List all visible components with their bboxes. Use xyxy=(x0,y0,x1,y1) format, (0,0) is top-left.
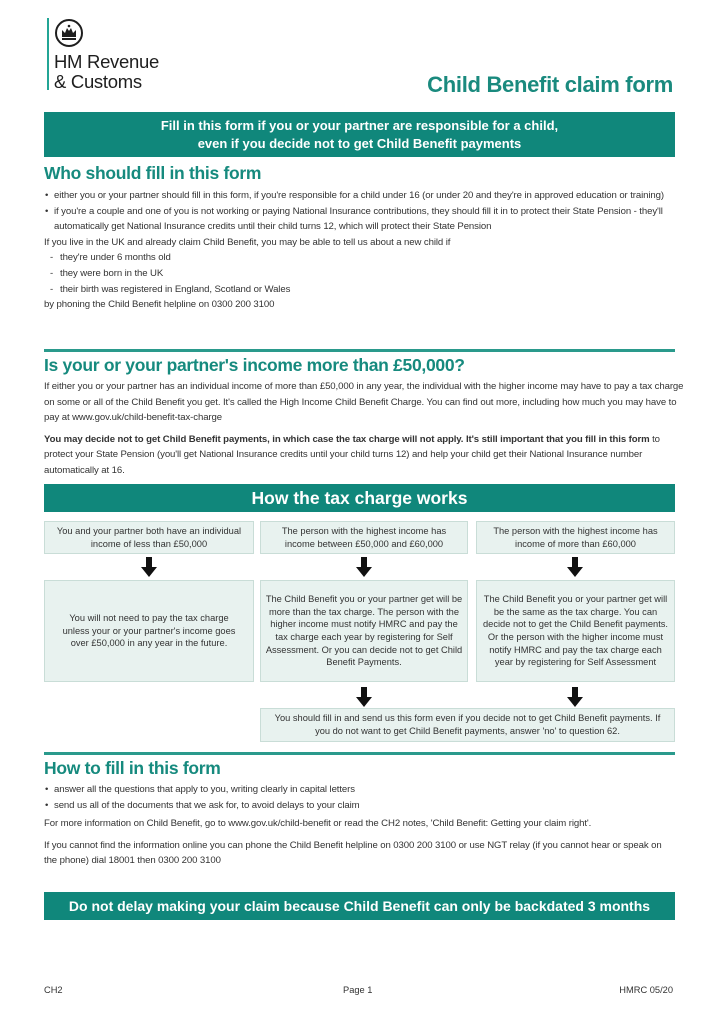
income-section xyxy=(44,355,684,485)
important-rest-text: to protect your State Pension (you'll get National Insurance credits until your child turns 12) and help your child get their National Insurance number automatically at 16. xyxy=(44,433,660,476)
how-to-bullets xyxy=(44,782,684,813)
important-bold-text: You may decide not to get Child Benefit payments, in which case the tax charge will not apply. It's still important that you fill in this form xyxy=(44,433,650,445)
outcome-box-3: The Child Benefit you or your partner get will be the same as the tax charge. You can decide not to get the Child Benefit payments. Or the person with the higher income must notify HMRC and pay the tax charge each year by registering for Self Assessment xyxy=(476,580,675,682)
tax-charge-banner: How the tax charge works xyxy=(44,484,675,512)
condition-box-2: The person with the highest income has income between £50,000 and £60,000 xyxy=(260,521,468,554)
section-divider xyxy=(44,752,675,755)
outcome-box-2: The Child Benefit you or your partner get will be more than the tax charge. The person with the higher income must notify HMRC and pay the tax charge each year by registering for Self Assessment. Or you can decide not to get Child Benefit Payments. xyxy=(260,580,468,682)
hmrc-logo-text xyxy=(54,52,159,92)
final-note-box: You should fill in and send us this form even if you decide not to get Child Benefit payments. If you do not want to get Child Benefit payments, answer 'no' to question 62. xyxy=(260,708,675,742)
down-arrow-icon xyxy=(355,557,373,577)
footer-version: HMRC 05/20 xyxy=(619,985,673,995)
condition-box-3: The person with the highest income has income of more than £60,000 xyxy=(476,521,675,554)
down-arrow-icon xyxy=(140,557,158,577)
logo-divider xyxy=(47,18,49,90)
footer-page-number: Page 1 xyxy=(343,985,373,995)
more-info-paragraph: For more information on Child Benefit, go to www.gov.uk/child-benefit or read the CH2 notes, 'Child Benefit: Getting your claim right'. xyxy=(44,818,592,830)
helpline-text: by phoning the Child Benefit helpline on 0300 200 3100 xyxy=(44,299,275,311)
new-child-intro: If you live in the UK and already claim Child Benefit, you may be able to tell us about a new child if xyxy=(44,236,451,248)
down-arrow-icon xyxy=(566,687,584,707)
how-to-heading: How to fill in this form xyxy=(44,758,221,778)
condition-box-1: You and your partner both have an individual income of less than £50,000 xyxy=(44,521,254,554)
footer-form-code: CH2 xyxy=(44,985,63,995)
income-heading: Is your or your partner's income more than £50,000? xyxy=(44,355,465,375)
who-should-bullets xyxy=(44,188,684,235)
bullet-item: • answer all the questions that apply to you, writing clearly in capital letters xyxy=(54,782,684,798)
down-arrow-icon xyxy=(566,557,584,577)
form-title: Child Benefit claim form xyxy=(427,72,673,97)
who-should-heading: Who should fill in this form xyxy=(44,163,262,183)
logo-line-1: HM Revenue xyxy=(54,51,159,72)
income-paragraph: If either you or your partner has an individual income of more than £50,000 in any year, the individual with the higher income may have to pay a tax charge on some or all of the Child Benefit you get. It's called the High Income Child Benefit Charge. You can find out more, including how much you may have to pay at www.gov.uk/child-benefit-tax-charge xyxy=(44,381,684,424)
section-divider xyxy=(44,349,675,352)
down-arrow-icon xyxy=(355,687,373,707)
logo-line-2: & Customs xyxy=(54,71,142,92)
backdate-warning-banner: Do not delay making your claim because Child Benefit can only be backdated 3 months xyxy=(44,892,675,920)
bullet-item: • send us all of the documents that we ask for, to avoid delays to your claim xyxy=(54,798,684,814)
income-important-paragraph xyxy=(44,432,684,479)
intro-banner xyxy=(44,112,675,157)
bullet-item: • if you're a couple and one of you is not working or paying National Insurance contributions, they should fill it in to protect their State Pension - they'll automatically get National Insurance credits until their child turns 12, which will protect their State Pension xyxy=(54,204,684,235)
outcome-box-1: You will not need to pay the tax charge unless your or your partner's income goes over £50,000 in any year in the future. xyxy=(44,580,254,682)
intro-banner-line-1: Fill in this form if you or your partner are responsible for a child, xyxy=(160,117,559,133)
condition-item: - they were born in the UK xyxy=(60,266,684,282)
condition-item: - their birth was registered in England, Scotland or Wales xyxy=(60,282,684,298)
how-to-section xyxy=(44,758,684,875)
bullet-item: • either you or your partner should fill in this form, if you're responsible for a child under 16 (or under 20 and they're in approved education or training) xyxy=(54,188,684,204)
condition-item: - they're under 6 months old xyxy=(60,250,684,266)
intro-banner-line-2: even if you decide not to get Child Benefit payments xyxy=(197,135,522,151)
who-should-section xyxy=(44,163,684,313)
new-child-conditions xyxy=(44,250,684,297)
helpline-paragraph: If you cannot find the information online you can phone the Child Benefit helpline on 0300 200 3100 or use NGT relay (if you cannot hear or speak on the phone) dial 18001 then 0300 200 3100 xyxy=(44,839,662,867)
crown-crest-icon xyxy=(54,18,84,48)
